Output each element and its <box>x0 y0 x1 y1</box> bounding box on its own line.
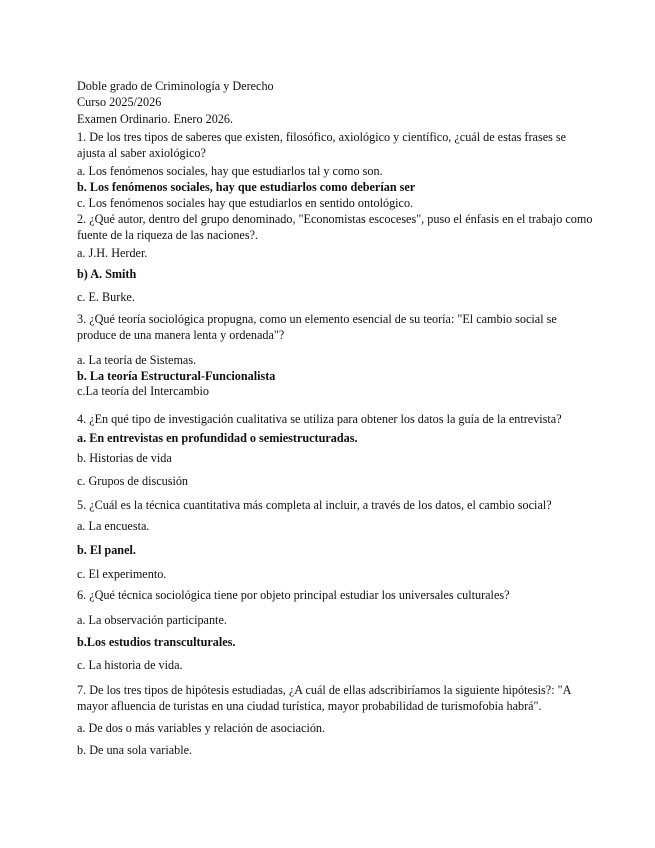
question-6: 6. ¿Qué técnica sociológica tiene por objeto principal estudiar los universales culturales? <box>77 588 510 602</box>
degree-title: Doble grado de Criminología y Derecho <box>77 79 274 93</box>
question-1: 1. De los tres tipos de saberes que existen, filosófico, axiológico y científico, ¿cuál de estas frases se ajusta al saber axiológico? <box>77 130 567 160</box>
q6-option-a: a. La observación participante. <box>77 613 227 627</box>
q3-option-b-correct: b. La teoría Estructural-Funcionalista <box>77 369 276 383</box>
q5-option-c: c. El experimento. <box>77 567 167 581</box>
question-5: 5. ¿Cuál es la técnica cuantitativa más completa al incluir, a través de los datos, el cambio social? <box>77 498 552 512</box>
q2-option-c: c. E. Burke. <box>77 290 135 304</box>
question-3: 3. ¿Qué teoría sociológica propugna, como un elemento esencial de su teoría: "El cambio social se produce de una manera lenta y ordenada"? <box>77 312 557 342</box>
q1-option-b-correct: b. Los fenómenos sociales, hay que estudiarlos como deberían ser <box>77 180 416 194</box>
q7-option-b: b. De una sola variable. <box>77 743 193 757</box>
q4-option-b: b. Historias de vida <box>77 451 172 465</box>
exam-name: Examen Ordinario. Enero 2026. <box>77 112 234 126</box>
q5-option-b-correct: b. El panel. <box>77 543 136 557</box>
q6-option-c: c. La historia de vida. <box>77 658 183 672</box>
course-year: Curso 2025/2026 <box>77 95 162 109</box>
q7-option-a: a. De dos o más variables y relación de asociación. <box>77 721 326 735</box>
q4-option-c: c. Grupos de discusión <box>77 474 189 488</box>
q6-option-b-correct: b.Los estudios transculturales. <box>77 635 236 649</box>
q3-option-c: c.La teoría del Intercambio <box>77 384 209 398</box>
q2-option-b-correct: b) A. Smith <box>77 267 137 281</box>
q3-option-a: a. La teoría de Sistemas. <box>77 353 197 367</box>
question-2: 2. ¿Qué autor, dentro del grupo denominado, "Economistas escoceses", puso el énfasis en el trabajo como fuente de la riqueza de las naciones?. <box>77 212 593 242</box>
q2-option-a: a. J.H. Herder. <box>77 246 148 260</box>
question-4: 4. ¿En qué tipo de investigación cualitativa se utiliza para obtener los datos la guía de la entrevista? <box>77 412 562 426</box>
q5-option-a: a. La encuesta. <box>77 519 150 533</box>
q1-option-c: c. Los fenómenos sociales hay que estudiarlos en sentido ontológico. <box>77 196 414 210</box>
question-7: 7. De los tres tipos de hipótesis estudiadas, ¿A cuál de ellas adscribiríamos la siguiente hipótesis?: "A mayor afluencia de turistas en una ciudad turística, mayor probabilidad de turismofobia habrá". <box>77 683 571 713</box>
q4-option-a-correct: a. En entrevistas en profundidad o semiestructuradas. <box>77 431 358 445</box>
q1-option-a: a. Los fenómenos sociales, hay que estudiarlos tal y como son. <box>77 164 383 178</box>
